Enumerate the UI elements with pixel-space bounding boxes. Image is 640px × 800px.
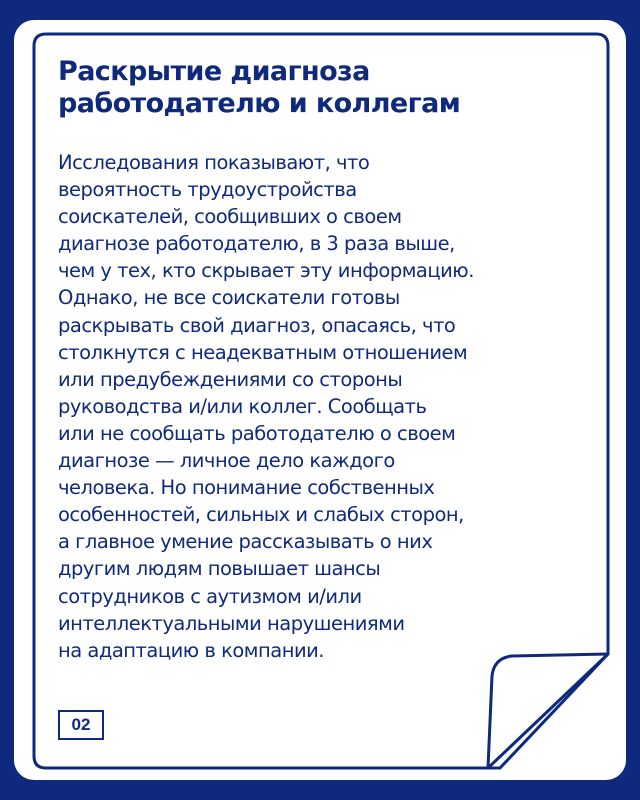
title-line: Раскрытие диагноза [58,56,370,87]
body-line: сотрудников с аутизмом и/или [58,584,362,608]
body-line: или предубеждениями со стороны [58,367,403,391]
body-line: раскрывать свой диагноз, опасаясь, что [58,313,456,337]
body-line: столкнутся с неадекватным отношением [58,340,468,364]
body-line: интеллектуальными нарушениями [58,611,405,635]
page-title [58,56,578,120]
body-line: руководства и/или коллег. Сообщать [58,394,427,418]
body-line: а главное умение рассказывать о них [58,530,433,554]
body-line: на адаптацию в компании. [58,638,324,662]
body-line: человека. Но понимание собственных [58,476,435,500]
title-line: работодателю и коллегам [58,88,461,119]
body-line: соискателей, сообщивших о своем [58,205,402,229]
body-line: вероятность трудоустройства [58,178,357,202]
body-line: другим людям повышает шансы [58,557,381,581]
body-line: или не сообщать работодателю о своем [58,421,456,445]
body-line: особенностей, сильных и слабых сторон, [58,503,464,527]
body-line: Исследования показывают, что [58,151,370,174]
body-line: диагнозе работодателю, в 3 раза выше, [58,232,455,256]
page-number-badge: 02 [58,710,104,740]
body-paragraph [58,149,598,664]
body-line: чем у тех, кто скрывает эту информацию. [58,259,474,283]
body-line: диагнозе — личное дело каждого [58,449,395,473]
body-line: Однако, не все соискатели готовы [58,286,400,310]
